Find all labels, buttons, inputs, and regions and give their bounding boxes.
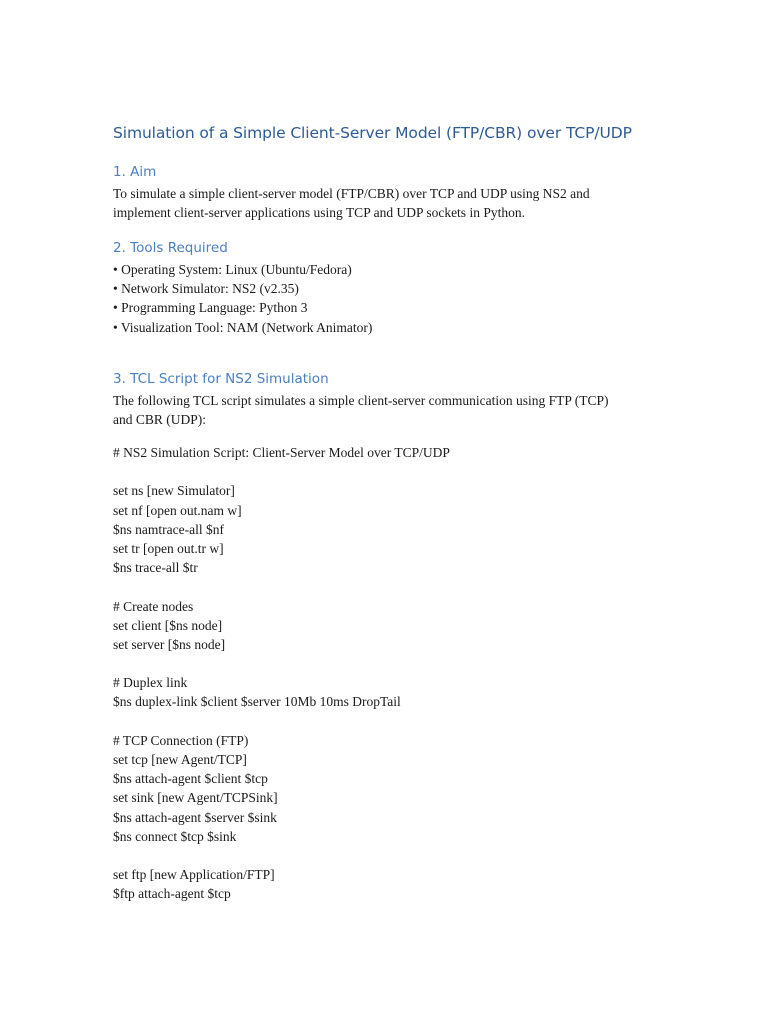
document-title: Simulation of a Simple Client-Server Model (FTP/CBR) over TCP/UDP (113, 124, 632, 142)
tools-list (113, 260, 372, 337)
aim-paragraph (113, 184, 590, 222)
code-line (113, 577, 450, 596)
code-line: $ns trace-all $tr (113, 560, 198, 576)
code-line: # Duplex link (113, 675, 188, 691)
code-line (113, 462, 450, 481)
code-line: set ns [new Simulator] (113, 483, 235, 499)
tools-list-item: • Network Simulator: NS2 (v2.35) (113, 281, 299, 297)
code-line: $ftp attach-agent $tcp (113, 886, 231, 902)
tcl-code-block (113, 443, 450, 904)
tools-list-item: • Visualization Tool: NAM (Network Animator) (113, 319, 373, 335)
tools-heading: 2. Tools Required (113, 240, 228, 256)
code-line: set server [$ns node] (113, 636, 226, 652)
code-line: set client [$ns node] (113, 617, 223, 633)
aim-heading: 1. Aim (113, 164, 157, 180)
code-line: $ns connect $tcp $sink (113, 828, 237, 844)
tcl-intro-line: The following TCL script simulates a simple client-server communication using FTP (TCP) (113, 393, 609, 408)
aim-line: implement client-server applications using TCP and UDP sockets in Python. (113, 205, 525, 221)
code-line: set sink [new Agent/TCPSink] (113, 790, 278, 806)
code-line: $ns attach-agent $client $tcp (113, 771, 268, 787)
code-line (113, 654, 450, 673)
tcl-intro-line: and CBR (UDP): (113, 412, 207, 428)
code-line: # TCP Connection (FTP) (113, 732, 249, 748)
code-line (113, 712, 450, 731)
code-line: # Create nodes (113, 598, 194, 614)
tools-list-item: • Operating System: Linux (Ubuntu/Fedora) (113, 262, 352, 277)
code-line: # NS2 Simulation Script: Client-Server Model over TCP/UDP (113, 445, 450, 460)
tools-list-item: • Programming Language: Python 3 (113, 300, 308, 316)
code-line: $ns attach-agent $server $sink (113, 809, 277, 825)
tcl-heading: 3. TCL Script for NS2 Simulation (113, 371, 329, 387)
code-line: $ns duplex-link $client $server 10Mb 10ms DropTail (113, 694, 401, 710)
code-line: set nf [open out.nam w] (113, 502, 242, 518)
aim-line: To simulate a simple client-server model (FTP/CBR) over TCP and UDP using NS2 and (113, 186, 590, 201)
code-line: $ns namtrace-all $nf (113, 521, 224, 537)
tcl-intro (113, 391, 609, 429)
code-line: set tr [open out.tr w] (113, 540, 224, 556)
code-line (113, 846, 450, 865)
code-line: set ftp [new Application/FTP] (113, 867, 275, 883)
code-line: set tcp [new Agent/TCP] (113, 752, 247, 767)
